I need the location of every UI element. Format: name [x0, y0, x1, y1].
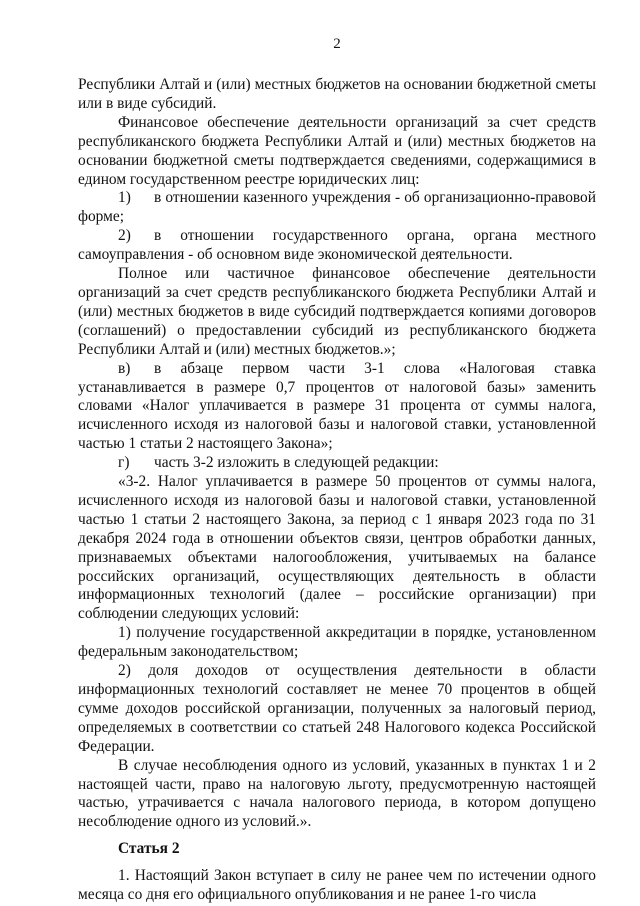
article-2-heading: Статья 2 [118, 840, 180, 858]
paragraph-financial-support: Финансовое обеспечение деятельности организаций за счет средств республиканского бюджета Республики Алтай и (или) местных бюджетов на основании бюджетной сметы подтверждается сведениями, содержащимися в едином государственном реестре юридических лиц: [78, 113, 596, 188]
list-item-2 [78, 227, 596, 265]
list-item-1 [78, 189, 596, 227]
paragraph-entry-into-force: 1. Настоящий Закон вступает в силу не ранее чем по истечении одного месяца со дня его официального опубликования и не ранее 1-го числа [78, 867, 596, 904]
list-text-2: в отношении государственного органа, органа местного самоуправления - об основном виде экономической деятельности. [78, 227, 596, 264]
list-text-g: часть 3-2 изложить в следующей редакции: [154, 454, 439, 472]
paragraph-full-support: Полное или частичное финансовое обеспечение деятельности организаций за счет средств республиканского бюджета Республики Алтай и (или) местных бюджетов в виде субсидий подтверждается копиями договоров (соглашений) о предоставлении субсидий из республиканского бюджета Республики Алтай и (или) местных бюджетов.»; [78, 265, 596, 358]
paragraph-continuation: Республики Алтай и (или) местных бюджетов на основании бюджетной сметы или в виде субсидий. [78, 76, 596, 112]
document-body [78, 76, 596, 905]
list-marker-g: г) [118, 454, 130, 472]
document-page [78, 34, 596, 905]
list-marker-v: в) [118, 359, 131, 377]
list-text-v: в абзаце первом части 3-1 слова «Налоговая ставка устанавливается в размере 0,7 процентов от налоговой базы» заменить словами «Налог уплачивается в размере 31 процента от суммы налога, исчисленного исходя из налоговой базы и налоговой ставки, установленной частью 1 статьи 2 настоящего Закона»; [78, 359, 596, 453]
paragraph-noncompliance: В случае несоблюдения одного из условий, указанных в пунктах 1 и 2 настоящей части, право на налоговую льготу, предусмотренную настоящей частью, утрачивается с начала налогового периода, в котором допущено несоблюдение одного из условий.». [78, 756, 596, 831]
condition-2: 2) доля доходов от осуществления деятельности в области информационных технологий составляет не менее 70 процентов в общей сумме доходов российской организации, полученных за налоговый период, определяемых в соответствии со статьей 248 Налогового кодекса Российской Федерации. [78, 662, 596, 755]
list-marker-1: 1) [118, 189, 131, 207]
list-marker-2: 2) [118, 227, 131, 245]
condition-1: 1) получение государственной аккредитации в порядке, установленном федеральным законодательством; [78, 624, 596, 661]
list-item-v [78, 360, 596, 455]
list-item-g [78, 454, 596, 473]
list-text-1: в отношении казенного учреждения - об организационно-правовой форме; [78, 189, 596, 226]
page-number: 2 [333, 36, 341, 52]
paragraph-part-3-2: «3-2. Налог уплачивается в размере 50 процентов от суммы налога, исчисленного исходя из налоговой базы и налоговой ставки, установленной частью 1 статьи 2 настоящего Закона, за период с 1 января 2023 года по 31 декабря 2024 года в отношении объектов связи, центров обработки данных, признаваемых объектами налогообложения, учитываемых на балансе российских организаций, осуществляющих деятельность в области информационных технологий (далее – российские организации) при соблюдении следующих условий: [78, 473, 596, 623]
